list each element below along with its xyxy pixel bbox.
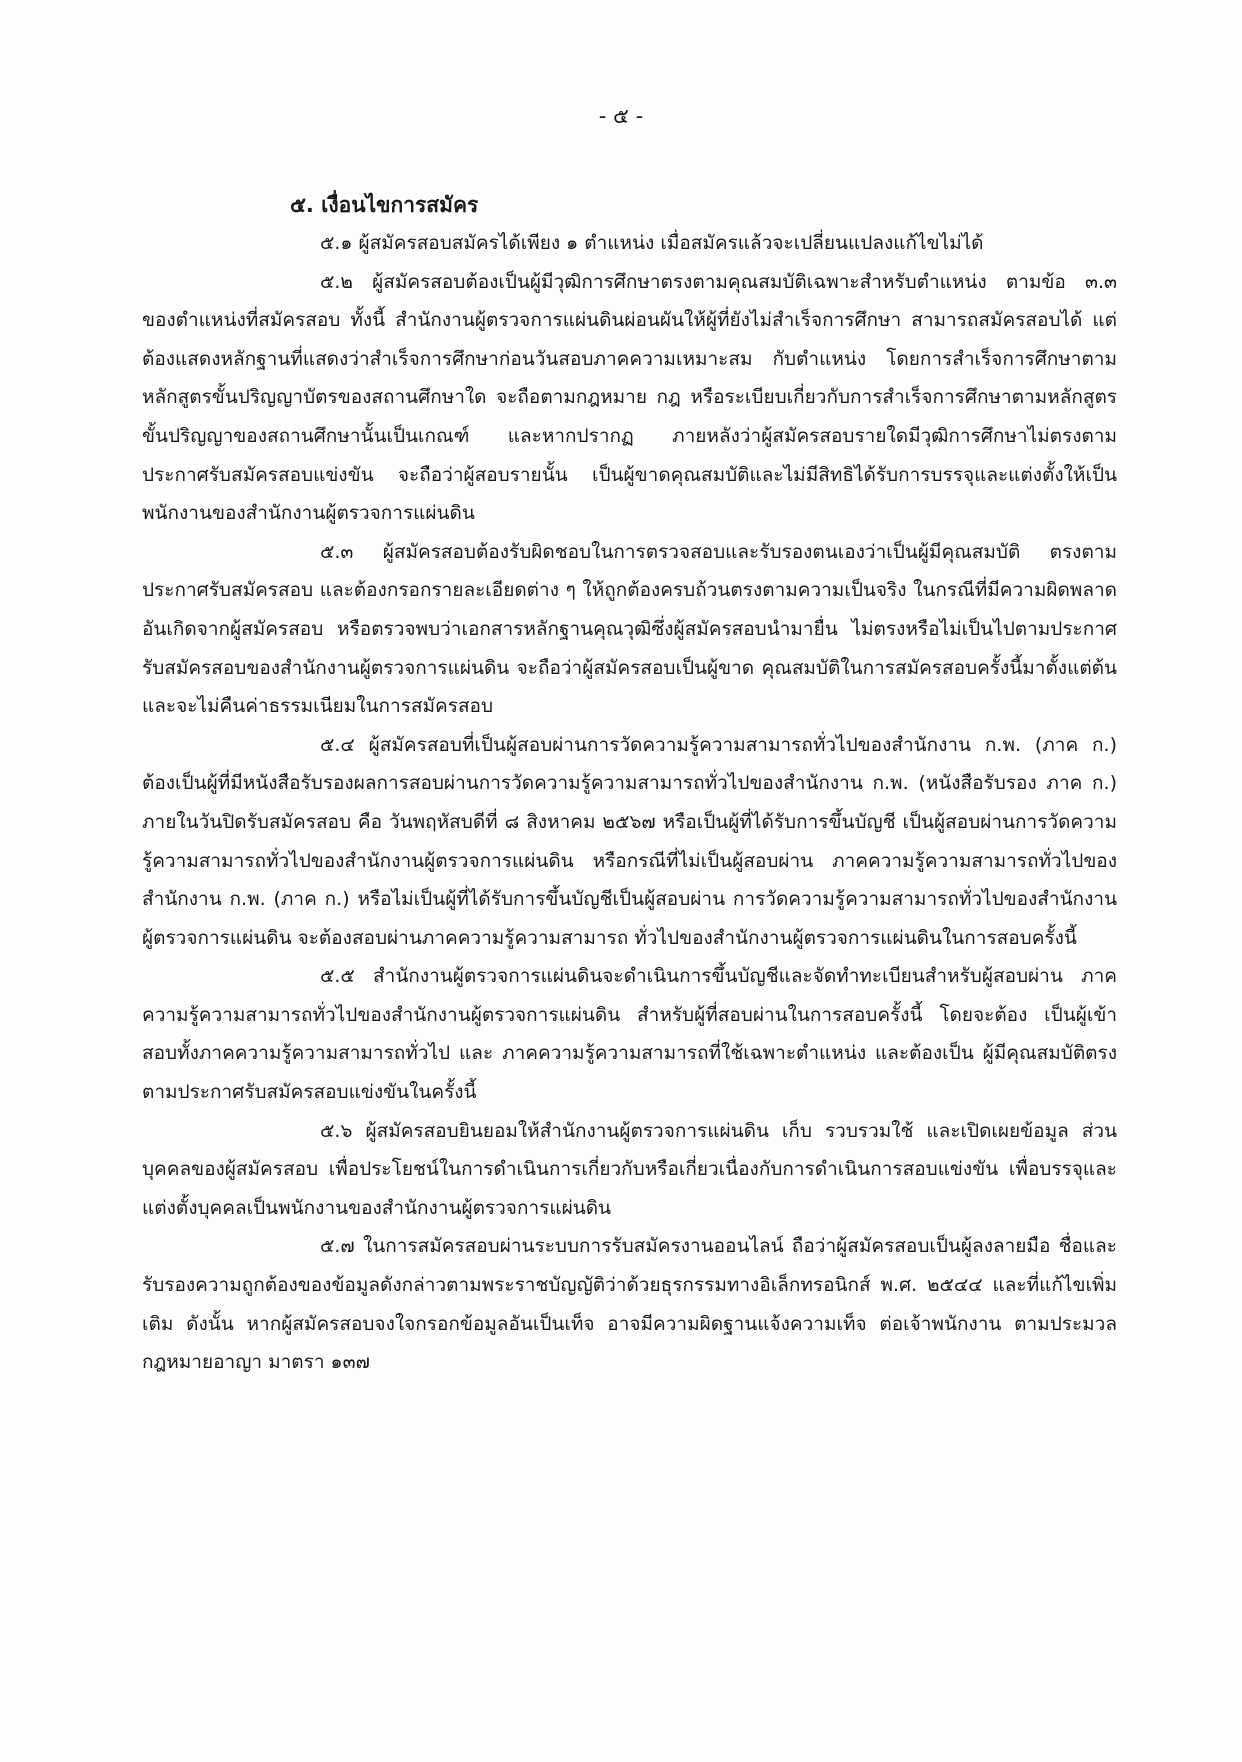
clause-5-1: ๕.๑ ผู้สมัครสอบสมัครได้เพียง ๑ ตำแหน่ง เมื่อสมัครแล้วจะเปลี่ยนแปลงแก้ไขไม่ได้ [320,232,984,254]
clause-5-7: ๕.๗ ในการสมัครสอบผ่านระบบการรับสมัครงานออนไลน์ ถือว่าผู้สมัครสอบเป็นผู้ลงลายมือ ชื่อและรับรองความถูกต้องของข้อมูลดังกล่าวตามพระราชบัญญัติว่าด้วยธุรกรรมทางอิเล็กทรอนิกส์ พ.ศ. ๒๕๔๔ และที่แก้ไขเพิ่มเติม ดังนั้น หากผู้สมัครสอบจงใจกรอกข้อมูลอันเป็นเท็จ อาจมีความผิดฐานแจ้งความเท็จ ต่อเจ้าพนักงาน ตามประมวลกฎหมายอาญา มาตรา ๑๓๗ [142,1235,1117,1374]
section-conditions [142,186,1117,1382]
clause-5-2: ๕.๒ ผู้สมัครสอบต้องเป็นผู้มีวุฒิการศึกษาตรงตามคุณสมบัติเฉพาะสำหรับตำแหน่ง ตามข้อ ๓.๓ ของตำแหน่งที่สมัครสอบ ทั้งนี้ สำนักงานผู้ตรวจการแผ่นดินผ่อนผันให้ผู้ที่ยังไม่สำเร็จการศึกษา สามารถสมัครสอบได้ แต่ต้องแสดงหลักฐานที่แสดงว่าสำเร็จการศึกษาก่อนวันสอบภาคความเหมาะสม กับตำแหน่ง โดยการสำเร็จการศึกษาตามหลักสูตรขั้นปริญญาบัตรของสถานศึกษาใด จะถือตามกฎหมาย กฎ หรือระเบียบเกี่ยวกับการสำเร็จการศึกษาตามหลักสูตรขั้นปริญญาของสถานศึกษานั้นเป็นเกณฑ์ และหากปรากฏ ภายหลังว่าผู้สมัครสอบรายใดมีวุฒิการศึกษาไม่ตรงตามประกาศรับสมัครสอบแข่งขัน จะถือว่าผู้สอบรายนั้น เป็นผู้ขาดคุณสมบัติและไม่มีสิทธิได้รับการบรรจุและแต่งตั้งให้เป็นพนักงานของสำนักงานผู้ตรวจการแผ่นดิน [142,270,1117,525]
clause-5-6: ๕.๖ ผู้สมัครสอบยินยอมให้สำนักงานผู้ตรวจการแผ่นดิน เก็บ รวบรวมใช้ และเปิดเผยข้อมูล ส่วนบุคคลของผู้สมัครสอบ เพื่อประโยชน์ในการดำเนินการเกี่ยวกับหรือเกี่ยวเนื่องกับการดำเนินการสอบแข่งขัน เพื่อบรรจุและแต่งตั้งบุคคลเป็นพนักงานของสำนักงานผู้ตรวจการแผ่นดิน [142,1119,1117,1219]
clause-5-3: ๕.๓ ผู้สมัครสอบต้องรับผิดชอบในการตรวจสอบและรับรองตนเองว่าเป็นผู้มีคุณสมบัติ ตรงตามประกาศรับสมัครสอบ และต้องกรอกรายละเอียดต่าง ๆ ให้ถูกต้องครบถ้วนตรงตามความเป็นจริง ในกรณีที่มีความผิดพลาดอันเกิดจากผู้สมัครสอบ หรือตรวจพบว่าเอกสารหลักฐานคุณวุฒิซึ่งผู้สมัครสอบนำมายื่น ไม่ตรงหรือไม่เป็นไปตามประกาศรับสมัครสอบของสำนักงานผู้ตรวจการแผ่นดิน จะถือว่าผู้สมัครสอบเป็นผู้ขาด คุณสมบัติในการสมัครสอบครั้งนี้มาตั้งแต่ต้น และจะไม่คืนค่าธรรมเนียมในการสมัครสอบ [142,540,1117,718]
section-heading: ๕. เงื่อนไขการสมัคร [290,193,479,217]
clause-5-5: ๕.๕ สำนักงานผู้ตรวจการแผ่นดินจะดำเนินการขึ้นบัญชีและจัดทำทะเบียนสำหรับผู้สอบผ่าน ภาคความรู้ความสามารถทั่วไปของสำนักงานผู้ตรวจการแผ่นดิน สำหรับผู้ที่สอบผ่านในการสอบครั้งนี้ โดยจะต้อง เป็นผู้เข้าสอบทั้งภาคความรู้ความสามารถทั่วไป และ ภาคความรู้ความสามารถที่ใช้เฉพาะตำแหน่ง และต้องเป็น ผู้มีคุณสมบัติตรงตามประกาศรับสมัครสอบแข่งขันในครั้งนี้ [142,965,1117,1104]
page-number: - ๕ - [598,104,644,128]
clause-5-4: ๕.๔ ผู้สมัครสอบที่เป็นผู้สอบผ่านการวัดความรู้ความสามารถทั่วไปของสำนักงาน ก.พ. (ภาค ก.) ต้องเป็นผู้ที่มีหนังสือรับรองผลการสอบผ่านการวัดความรู้ความสามารถทั่วไปของสำนักงาน ก.พ. (หนังสือรับรอง ภาค ก.) ภายในวันปิดรับสมัครสอบ คือ วันพฤหัสบดีที่ ๘ สิงหาคม ๒๕๖๗ หรือเป็นผู้ที่ได้รับการขึ้นบัญชี เป็นผู้สอบผ่านการวัดความรู้ความสามารถทั่วไปของสำนักงานผู้ตรวจการแผ่นดิน หรือกรณีที่ไม่เป็นผู้สอบผ่าน ภาคความรู้ความสามารถทั่วไปของสำนักงาน ก.พ. (ภาค ก.) หรือไม่เป็นผู้ที่ได้รับการขึ้นบัญชีเป็นผู้สอบผ่าน การวัดความรู้ความสามารถทั่วไปของสำนักงานผู้ตรวจการแผ่นดิน จะต้องสอบผ่านภาคความรู้ความสามารถ ทั่วไปของสำนักงานผู้ตรวจการแผ่นดินในการสอบครั้งนี้ [142,733,1117,949]
